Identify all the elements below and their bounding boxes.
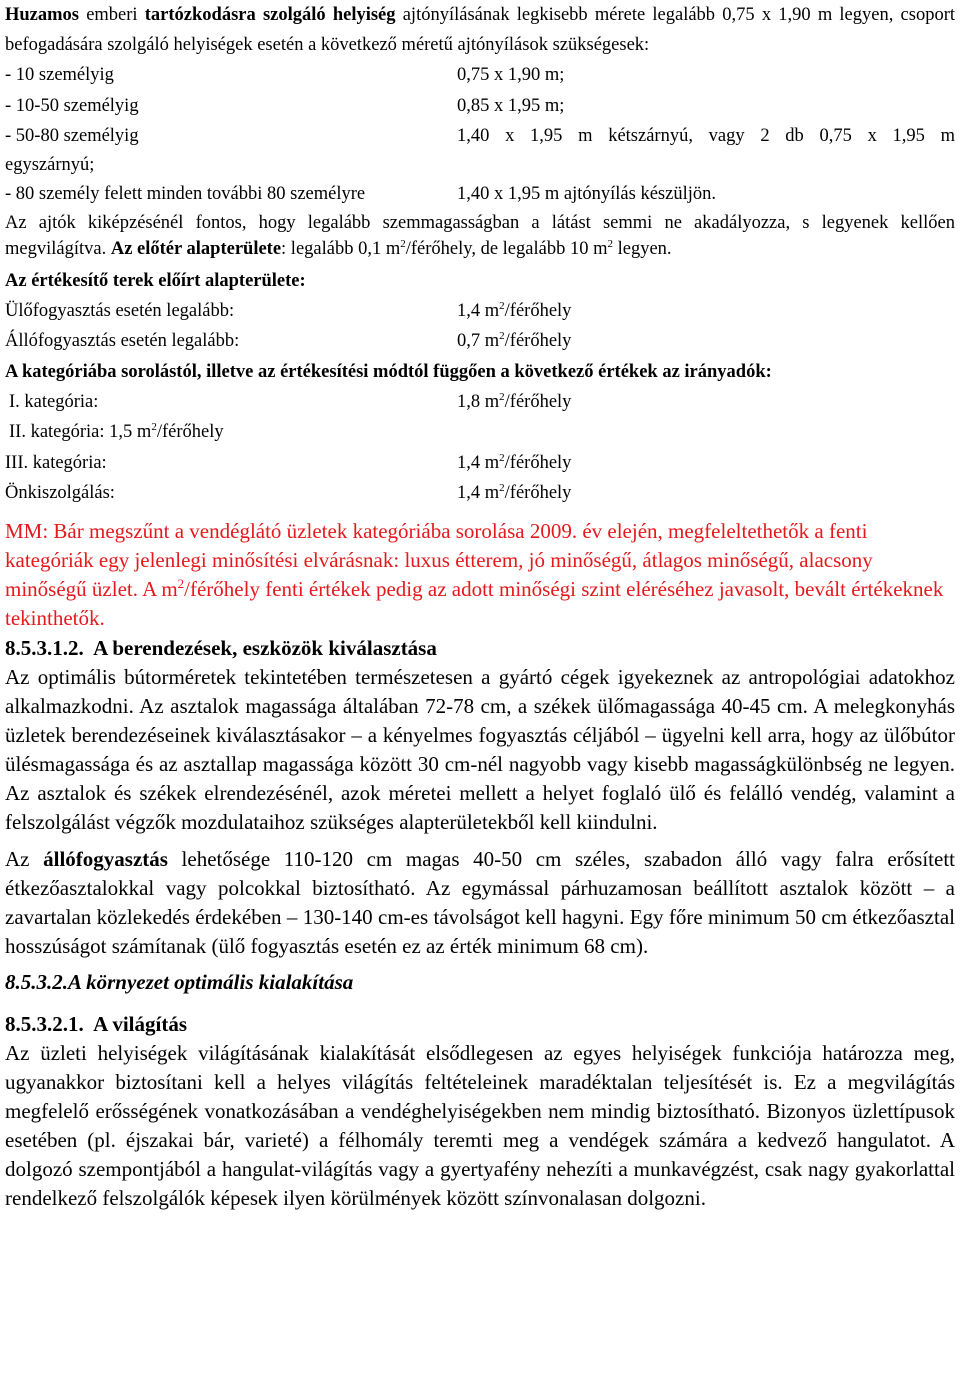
door-row-continuation: egyszárnyú;	[5, 155, 95, 175]
superscript: 2	[151, 421, 157, 433]
value-unit: /férőhely	[504, 300, 572, 321]
value-number: 1,4 m	[457, 483, 500, 503]
value-unit: /férőhely	[504, 483, 572, 503]
door-row-label: - 80 személy felett minden további 80 személyre	[5, 184, 366, 204]
door-row-value: 0,75 x 1,90 m;	[457, 65, 565, 85]
standing-bold: állófogyasztás	[43, 846, 168, 871]
mm-note	[5, 517, 955, 633]
door-row-1	[5, 60, 955, 91]
category-row-i	[5, 387, 955, 418]
doors-bold: Az előtér alapterülete	[110, 238, 282, 259]
door-row-label: - 10-50 személyig	[5, 95, 139, 116]
door-row-label: - 50-80 személyig	[5, 126, 139, 146]
superscript: 2	[499, 451, 505, 464]
value-number: II. kategória: 1,5 m	[9, 422, 152, 442]
intro-bold-2: tartózkodásra szolgáló helyiség	[144, 5, 396, 25]
door-row-2	[5, 91, 955, 122]
category-ii-text	[5, 417, 224, 447]
category-value	[457, 478, 955, 508]
superscript: 2	[499, 482, 505, 494]
door-design-paragraph	[5, 210, 955, 262]
value-number: 1,4 m	[457, 300, 500, 321]
category-label: III. kategória:	[5, 452, 107, 473]
door-row-4	[5, 179, 955, 210]
standing-text-2: lehetősége 110-120 cm magas 40-50 cm széles, szabadon álló vagy falra erősített étkezőasztalokkal vagy polcokkal biztosítható. Az egymással párhuzamosan beállított asztalok között – a zavartalan közlekedés érdekében – 130-140 cm-es távolságot kell hagyni. Egy főre minimum 50 cm étkezőasztal hosszúságot számítanak (ülő fogyasztás esetén ez az érték minimum 68 cm).	[5, 846, 955, 958]
mm-note-text-2: /férőhely fenti értékek pedig az adott minőségi szint eléréséhez javasolt, bevált értékeknek tekinthetők.	[5, 576, 944, 630]
category-heading: A kategóriába sorolástól, illetve az értékesítési módtól függően a következő értékek az irányadók:	[5, 361, 772, 382]
doors-text-2: : legalább 0,1 m	[281, 238, 401, 259]
doors-text-4: legyen.	[612, 238, 672, 259]
section-heading-8-5-3-2: 8.5.3.2.A környezet optimális kialakítása	[5, 969, 354, 994]
intro-bold-1: Huzamos	[5, 5, 79, 25]
sales-row-label: Ülőfogyasztás esetén legalább:	[5, 300, 235, 321]
category-label: I. kategória:	[9, 391, 99, 412]
standing-text-1: Az	[5, 846, 44, 871]
sales-row-label: Állófogyasztás esetén legalább:	[5, 331, 240, 351]
value-number: 1,8 m	[457, 391, 500, 412]
category-row-iii	[5, 448, 955, 479]
sales-row-value	[457, 326, 955, 356]
category-value	[457, 387, 955, 417]
lighting-paragraph: Az üzleti helyiségek világításának kialakítását elsődlegesen az egyes helyiségek funkciója határozza meg, ugyanakkor biztosítani kell a helyes világítás feltételeinek maradéktalan teljesítését is. Ez a megvilágítás megfelelő erősségének vonatkozásában a vendéghelyiségekben nem mindig biztosítható. Bizonyos üzlettípusok esetében (pl. éjszakai bár, varieté) a félhomály teremti meg a vendégek számára a kedvező hangulatot. A dolgozó szempontjából a hangulat-világítás vagy a gyertyafény nehezíti a munkavégzést, csak nagy gyakorlattal rendelkező felszolgálók képesek ilyen körülmények között színvonalasan dolgozni.	[5, 1040, 955, 1210]
superscript: 2	[400, 237, 406, 250]
value-unit: /férőhely	[504, 452, 572, 473]
sales-row-2	[5, 326, 955, 357]
value-unit: /férőhely	[504, 331, 572, 351]
superscript: 2	[499, 299, 505, 312]
door-row-value: 1,40 x 1,95 m kétszárnyú, vagy 2 db 0,75 x 1,95 m	[457, 126, 955, 146]
superscript: 2	[177, 575, 185, 591]
sales-row-value	[457, 296, 955, 326]
sales-area-heading: Az értékesítő terek előírt alapterülete:	[5, 270, 306, 291]
mm-note-text-1: MM: Bár megszűnt a vendéglátó üzletek kategóriába sorolása 2009. év elején, megfeleltethetők a fenti kategóriák egy jelenlegi minősítési elvárásnak: luxus étterem, jó minőségű, átlagos minőségű, alacsony minőségű üzlet. A m	[5, 518, 873, 601]
value-number: 0,7 m	[457, 331, 500, 351]
furniture-paragraph: Az optimális bútorméretek tekintetében természetesen a gyártó cégek igyekeznek az antropológiai adatokhoz alkalmazkodni. Az asztalok magassága általában 72-78 cm, a székek ülőmagassága 40-45 cm. A melegkonyhás üzletek berendezéseinek kiválasztásakor – a kényelmes fogyasztás céljából – ügyelni kell arra, hogy az ülőbútor ülésmagassága és az asztallap magassága között 30 cm-nél nagyobb vagy kisebb magasságkülönbség ne legyen. Az asztalok és székek elrendezésénél, azok méretei mellett a helyet foglaló ülő és felálló vendég, valamint a felszolgálást végzők mozdulataihoz szükséges alapterületekből kell kiindulni.	[5, 664, 955, 834]
section-heading-8-5-3-2-1: 8.5.3.2.1. A világítás	[5, 1011, 188, 1036]
category-row-self-service	[5, 478, 955, 509]
standing-paragraph	[5, 845, 955, 961]
door-row-label: - 10 személyig	[5, 65, 114, 85]
doors-text-1: Az ajtók kiképzésénél fontos, hogy legalább szemmagasságban a látást semmi ne akadályozza, s legyenek kellően megvilágítva.	[5, 212, 955, 259]
door-row-value: 0,85 x 1,95 m;	[457, 95, 565, 116]
superscript: 2	[499, 390, 505, 403]
door-row-3-continued	[5, 150, 955, 179]
superscript: 2	[499, 330, 505, 342]
doors-text-3: /férőhely, de legalább 10 m	[405, 238, 608, 259]
intro-text-2: ajtónyílásának legkisebb mérete legalább 0,75 x 1,90 m legyen, csoport befogadására szolgáló helyiségek esetén a következő méretű ajtónyílások szükségesek:	[5, 5, 956, 55]
value-unit: /férőhely	[504, 391, 572, 412]
intro-text-1: emberi	[79, 5, 145, 25]
category-label: Önkiszolgálás:	[5, 483, 115, 503]
door-intro-paragraph	[5, 0, 955, 60]
value-unit: /férőhely	[156, 422, 224, 442]
value-number: 1,4 m	[457, 452, 500, 473]
superscript: 2	[607, 237, 613, 250]
category-value	[457, 448, 955, 478]
door-row-value: 1,40 x 1,95 m ajtónyílás készüljön.	[457, 184, 716, 204]
sales-row-1	[5, 296, 955, 327]
category-row-ii	[5, 417, 955, 448]
door-row-3	[5, 121, 955, 150]
section-heading-8-5-3-1-2: 8.5.3.1.2. A berendezések, eszközök kiválasztása	[5, 635, 437, 660]
